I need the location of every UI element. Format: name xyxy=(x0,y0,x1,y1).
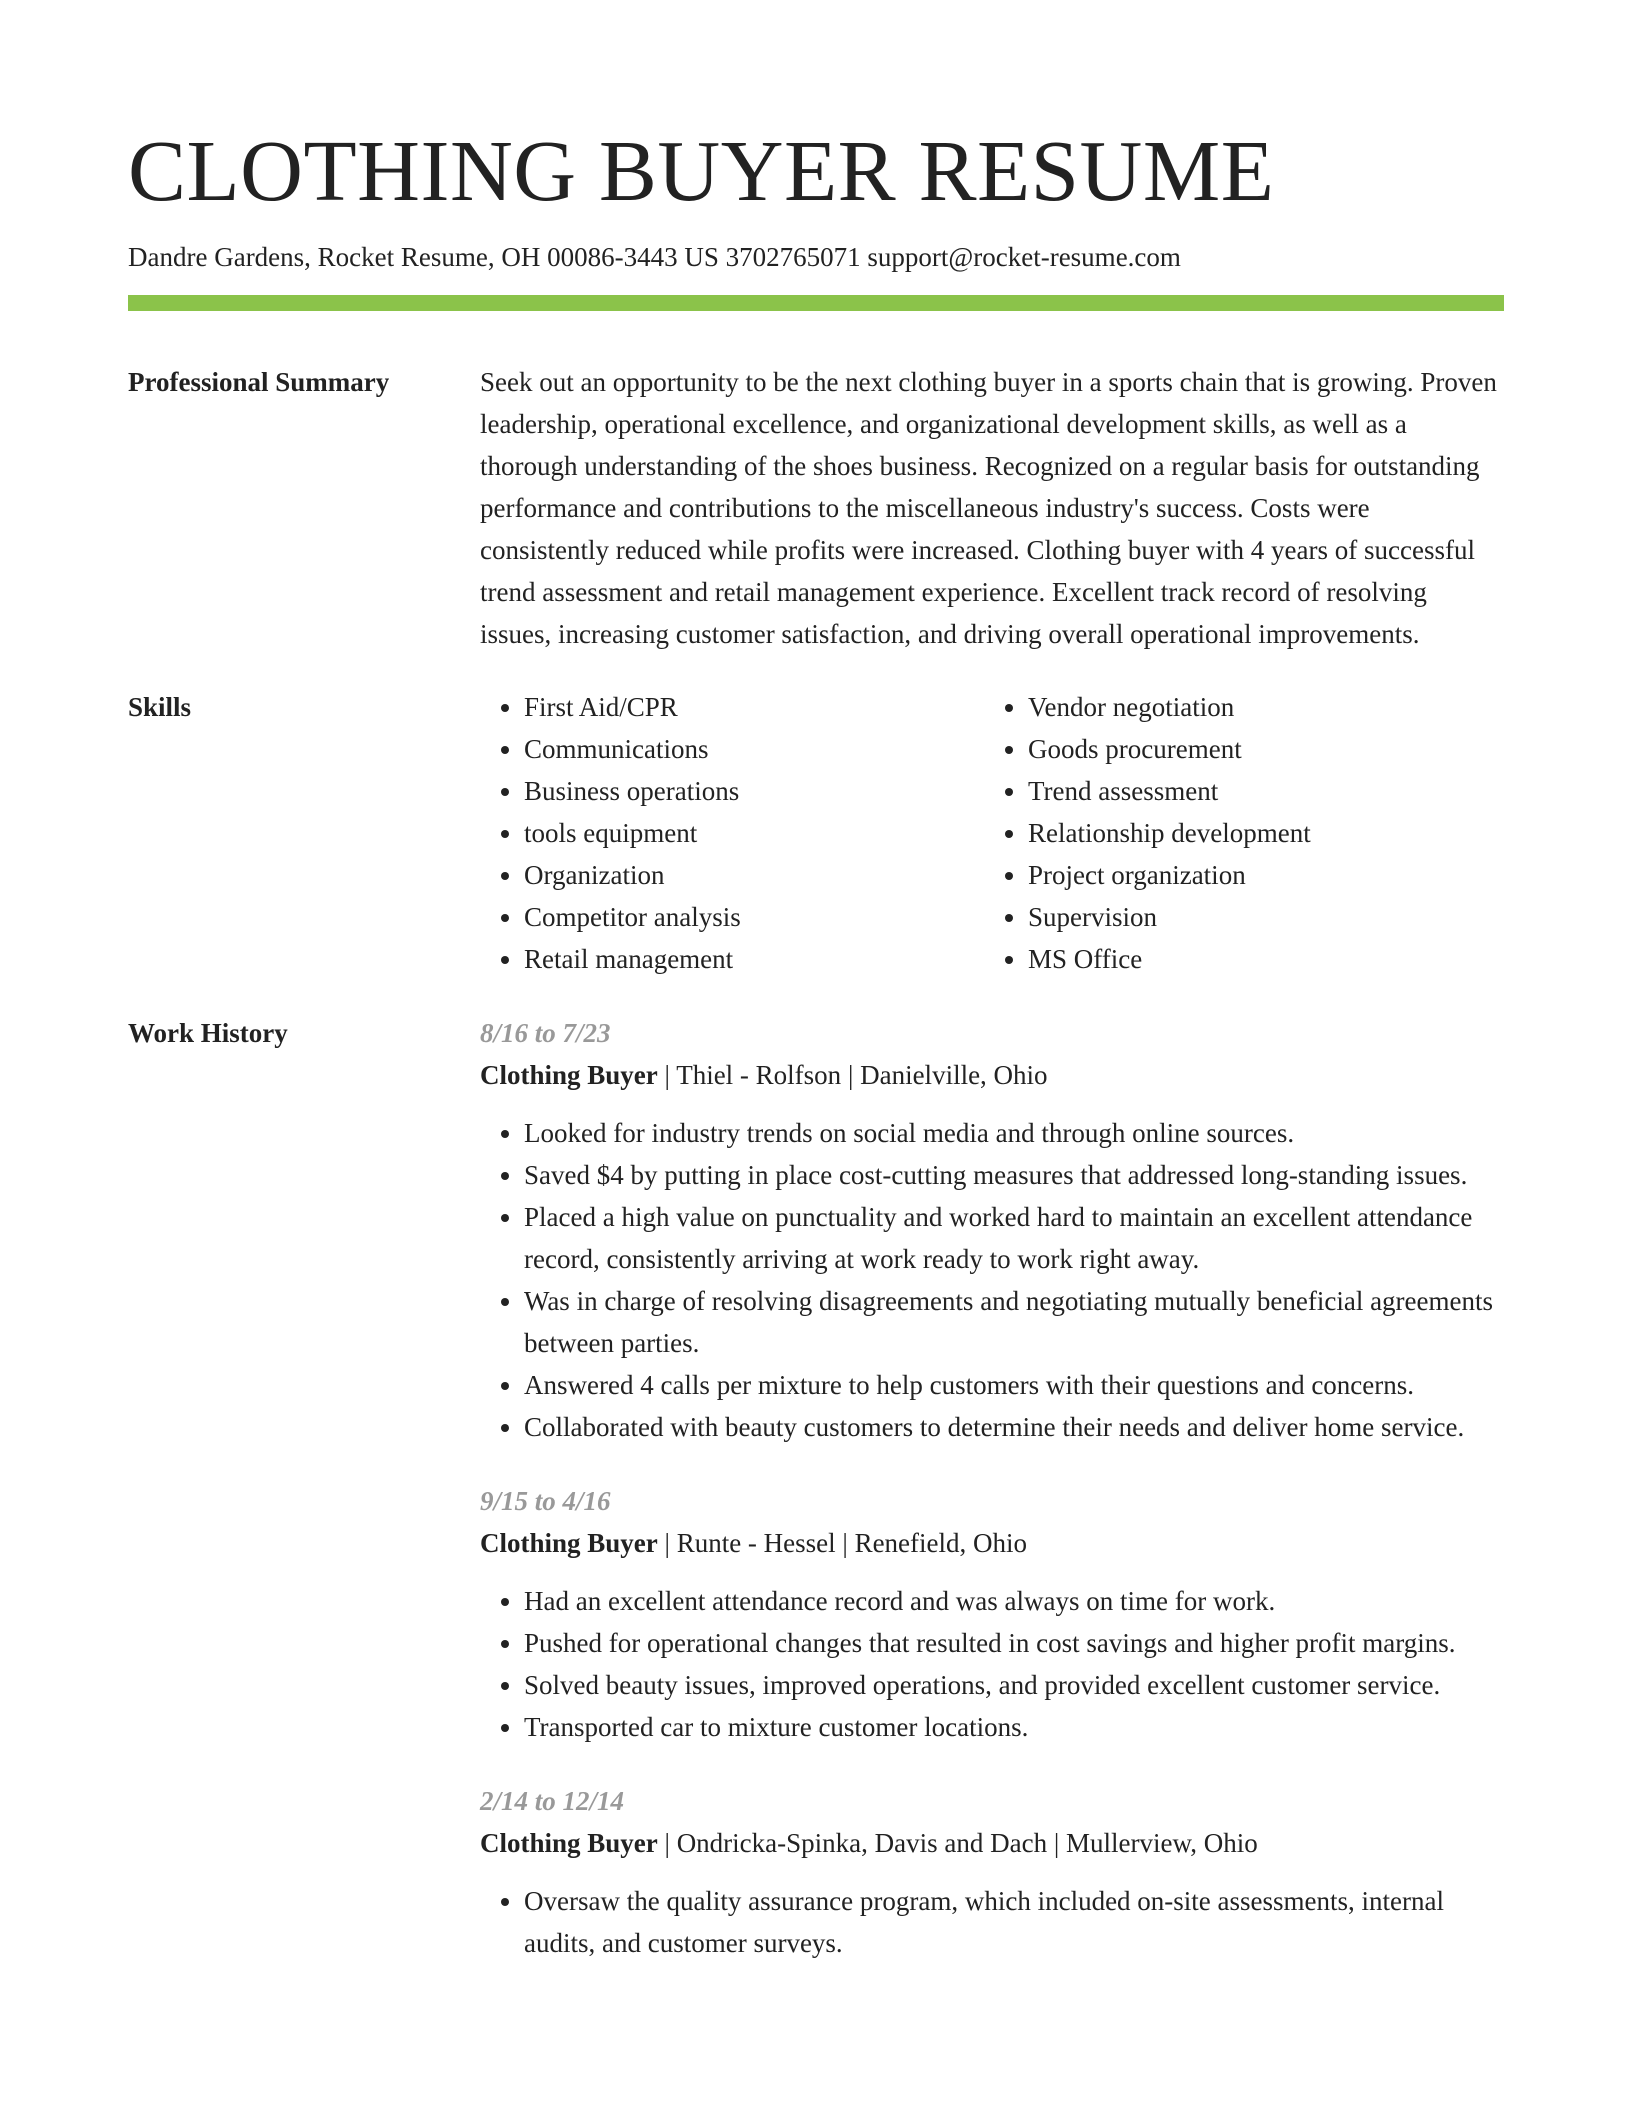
skills-section xyxy=(128,686,1504,980)
skill-item: • Communications xyxy=(524,728,984,770)
section-label-skills: Skills xyxy=(128,692,192,722)
job-entry xyxy=(480,1012,1504,1448)
job-heading xyxy=(480,1822,1504,1864)
job-bullet: • Oversaw the quality assurance program, which included on-site assessments, internal audits, and customer surveys. xyxy=(524,1880,1504,1964)
skills-column-right xyxy=(984,686,1488,980)
skill-item: • Project organization xyxy=(1028,854,1488,896)
job-bullets xyxy=(480,1580,1504,1748)
skill-item: • Retail management xyxy=(524,938,984,980)
separator: | xyxy=(657,1528,677,1558)
job-title: Clothing Buyer xyxy=(480,1528,658,1558)
job-company: Runte - Hessel xyxy=(676,1528,836,1558)
skill-item: • tools equipment xyxy=(524,812,984,854)
skill-item: • Organization xyxy=(524,854,984,896)
job-bullet: • Collaborated with beauty customers to determine their needs and deliver home service. xyxy=(524,1406,1504,1448)
summary-section xyxy=(128,361,1504,655)
job-title: Clothing Buyer xyxy=(480,1060,658,1090)
skills-grid xyxy=(480,686,1504,980)
resume-title: CLOTHING BUYER RESUME xyxy=(128,122,1275,219)
skill-item: • Competitor analysis xyxy=(524,896,984,938)
contact-line: Dandre Gardens, Rocket Resume, OH 00086-3443 US 3702765071 support@rocket-resume.com xyxy=(128,242,1181,272)
separator: | xyxy=(1047,1828,1066,1858)
job-bullet: • Solved beauty issues, improved operations, and provided excellent customer service. xyxy=(524,1664,1504,1706)
job-dates: 2/14 to 12/14 xyxy=(480,1786,625,1816)
skill-item: • Business operations xyxy=(524,770,984,812)
job-bullet: • Was in charge of resolving disagreements and negotiating mutually beneficial agreements between parties. xyxy=(524,1280,1504,1364)
section-label-work-history: Work History xyxy=(128,1018,288,1048)
job-title: Clothing Buyer xyxy=(480,1828,658,1858)
job-company: Thiel - Rolfson xyxy=(676,1060,842,1090)
resume-page xyxy=(128,0,1504,1996)
skill-item: • Vendor negotiation xyxy=(1028,686,1488,728)
separator: | xyxy=(657,1060,677,1090)
skills-list-left xyxy=(480,686,984,980)
work-history-body xyxy=(480,1012,1504,1996)
separator: | xyxy=(841,1060,861,1090)
job-heading xyxy=(480,1522,1504,1564)
skill-item: • Relationship development xyxy=(1028,812,1488,854)
skills-column-left xyxy=(480,686,984,980)
job-bullet: • Pushed for operational changes that resulted in cost savings and higher profit margins. xyxy=(524,1622,1504,1664)
job-company: Ondricka-Spinka, Davis and Dach xyxy=(676,1828,1048,1858)
work-history-section xyxy=(128,1012,1504,1996)
job-entry xyxy=(480,1780,1504,1964)
job-dates: 8/16 to 7/23 xyxy=(480,1018,611,1048)
job-bullets xyxy=(480,1112,1504,1448)
summary-text: Seek out an opportunity to be the next clothing buyer in a sports chain that is growing. Proven leadership, operational excellence, and organizational development skills, as well as a thorough understanding of the shoes business. Recognized on a regular basis for outstanding performance and contributions to the miscellaneous industry's success. Costs were consistently reduced while profits were increased. Clothing buyer with 4 years of successful trend assessment and retail management experience. Excellent track record of resolving issues, increasing customer satisfaction, and driving overall operational improvements. xyxy=(480,367,1497,649)
skill-item: • Supervision xyxy=(1028,896,1488,938)
job-bullet: • Answered 4 calls per mixture to help customers with their questions and concerns. xyxy=(524,1364,1504,1406)
skill-item: • MS Office xyxy=(1028,938,1488,980)
job-bullet: • Saved $4 by putting in place cost-cutting measures that addressed long-standing issues. xyxy=(524,1154,1504,1196)
summary-body xyxy=(480,361,1504,655)
job-bullet: • Transported car to mixture customer locations. xyxy=(524,1706,1504,1748)
job-bullet: • Placed a high value on punctuality and worked hard to maintain an excellent attendance record, consistently arriving at work ready to work right away. xyxy=(524,1196,1504,1280)
section-label-summary: Professional Summary xyxy=(128,367,390,397)
job-bullet: • Looked for industry trends on social media and through online sources. xyxy=(524,1112,1504,1154)
skill-item: • Goods procurement xyxy=(1028,728,1488,770)
job-heading xyxy=(480,1054,1504,1096)
skill-item: • First Aid/CPR xyxy=(524,686,984,728)
job-dates: 9/15 to 4/16 xyxy=(480,1486,611,1516)
accent-divider xyxy=(128,295,1504,311)
job-bullet: • Had an excellent attendance record and was always on time for work. xyxy=(524,1580,1504,1622)
job-location: Mullerview, Ohio xyxy=(1066,1828,1258,1858)
separator: | xyxy=(657,1828,677,1858)
job-location: Danielville, Ohio xyxy=(860,1060,1048,1090)
skill-item: • Trend assessment xyxy=(1028,770,1488,812)
separator: | xyxy=(835,1528,855,1558)
job-location: Renefield, Ohio xyxy=(854,1528,1028,1558)
job-entry xyxy=(480,1480,1504,1748)
job-bullets xyxy=(480,1880,1504,1964)
skills-list-right xyxy=(984,686,1488,980)
